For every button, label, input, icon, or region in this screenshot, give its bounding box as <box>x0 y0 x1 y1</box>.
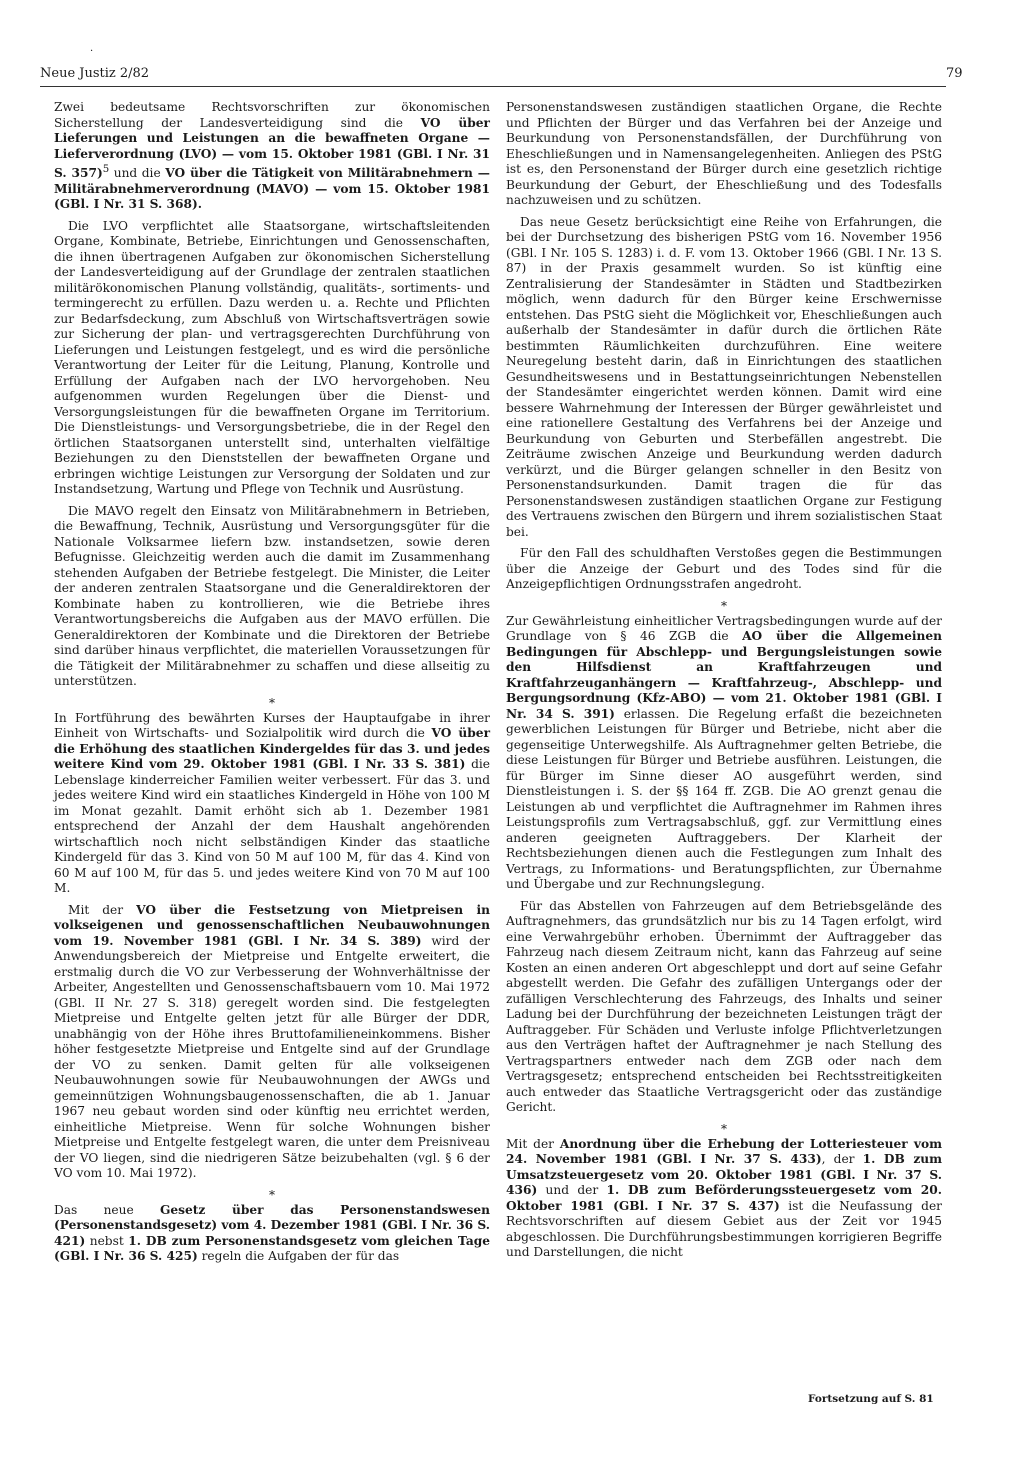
paragraph-kfz-abo <box>506 614 942 893</box>
paragraph-steuern <box>506 1137 942 1261</box>
text-span: und die <box>109 166 166 181</box>
regulation-citation: VO über die Festsetzung von Mietpreisen in volkseigenen und genossenschaftlichen Neubauwohnungen vom 19. November 1981 (GBl. I Nr. 34 S. 389) <box>54 902 490 948</box>
regulation-citation: Anordnung über die Erhebung der Lotteriesteuer vom 24. November 1981 (GBl. I Nr. 37 S. 433) <box>506 1136 942 1166</box>
print-mark: · <box>90 46 94 57</box>
header-rule <box>40 86 946 87</box>
paragraph-pstg-experience: Das neue Gesetz berücksichtigt eine Reihe von Erfahrungen, die bei der Durchsetzung des bisherigen PStG vom 16. November 1956 (GBl. I Nr. 105 S. 1283) i. d. F. vom 13. Oktober 1966 (GBl. I Nr. 13 S. 87) in der Praxis gesammelt wurden. So ist künftig eine Zentralisierung der Standesämter in Städten und Stadtbezirken möglich, wenn dadurch für den Bürger keine Erschwernisse entstehen. Das PStG sieht die Möglichkeit vor, Eheschließungen auch außerhalb der Standesämter in dafür durch die örtlichen Räte bestimmten Räumlichkeiten durchzuführen. Eine weitere Neuregelung besteht darin, daß in Einrichtungen des staatlichen Gesundheitswesens und in Bestattungseinrichtungen Nebenstellen der Standesämter eingerichtet werden können. Damit wird eine bessere Wahrnehmung der Interessen der Bürger gewährleistet und eine rationellere Gestaltung des Verfahrens bei der Anzeige und Beurkundung von Geburten und Sterbefällen angestrebt. Die Zeiträume zwischen Anzeige und Beurkundung werden dadurch verkürzt, und die Bürger gelangen schneller in den Besitz von Personenstandsurkunden. Damit tragen die für das Personenstandswesen zuständigen staatlichen Organe zur Festigung des Vertrauens zwischen den Bürgern und ihrem sozialistischen Staat bei. <box>506 214 942 539</box>
paragraph-verwahrgebuehr: Für das Abstellen von Fahrzeugen auf dem Betriebsgelände des Auftragnehmers, das grundsätzlich nur bis zu 14 Tagen erfolgt, wird eine Verwahrgebühr erhoben. Übernimmt der Auftraggeber das Fahrzeug nach diesem Zeitraum nicht, kann das Fahrzeug auf seine Kosten an einen anderen Ort abgeschleppt und dort auf seine Gefahr abgestellt werden. Die Gefahr des zufälligen Untergangs oder der zufälligen Verschlechterung des Fahrzeugs, des Inhalts und seiner Ladung bei der Durchführung der bezeichneten Leistungen trägt der Auftraggeber. Für Schäden und Verluste infolge Pflichtverletzungen aus den Verträgen haftet der Auftragnehmer je nach Stellung des Vertragspartners entweder nach dem ZGB oder nach dem Vertragsgesetz; entsprechend entscheiden bei Rechtsstreitigkeiten auch entweder das Staatliche Vertragsgericht oder das zuständige Gericht. <box>506 898 942 1114</box>
paragraph-mavo: Die MAVO regelt den Einsatz von Militärabnehmern in Betrieben, die Bewaffnung, Technik, Ausrüstung und Versorgungsgüter für die Nationale Volksarmee liefern bzw. instandsetzen, sowie deren Befugnisse. Gleichzeitig werden auch die damit im Zusammenhang stehenden Aufgaben der Betriebe festgelegt. Die Minister, die Leiter der anderen zentralen Staatsorgane und die Generaldirektoren der Kombinate haben zu kontrollieren, wie die Betriebe ihres Verantwortungsbereichs die Aufgaben aus der MAVO erfüllen. Die Generaldirektoren der Kombinate und die Direktoren der Betriebe sind darüber hinaus verpflichtet, die materiellen Voraussetzungen für die Tätigkeit der Militärabnehmer zu schaffen und diese allseitig zu unterstützen. <box>54 503 490 689</box>
text-span: nebst <box>85 1233 129 1248</box>
regulation-citation: VO über die Tätigkeit von Militärabnehmern — Militärabnehmerverordnung (MAVO) — vom 15. Oktober 1981 (GBl. I Nr. 31 S. 368). <box>54 166 490 212</box>
journal-title: Neue Justiz 2/82 <box>40 66 150 81</box>
regulation-citation: VO über Lieferungen und Leistungen an die bewaffneten Organe — Lieferverordnung (LVO) — vom 15. Oktober 1981 (GBl. I Nr. 31 S. 357) <box>54 115 490 181</box>
text-span: erlassen. Die Regelung erfaßt die bezeichneten gewerblichen Leistungen für Bürger und Betriebe, nicht aber die gegenseitige Unterwegshilfe. Als Auftragnehmer gelten Betriebe, die diese Leistungen für Bürger und Betriebe ausführen. Leistungen, die für Bürger im Sinne dieser AO ausgeführt werden, sind Dienstleistungen i. S. der §§ 164 ff. ZGB. Die AO grenzt genau die Leistungen ab und verpflichtet die Auftragnehmer im Rahmen ihres Leistungsprofils zum Vertragsabschluß, ggf. zur Vermittlung eines anderen geeigneten Auftraggebers. Der Klarheit der Rechtsbeziehungen dienen auch die Festlegungen zum Inhalt des Vertrags, zu Informations- und Beratungspflichten, zur Übernahme und Übergabe und zur Rechnungslegung. <box>506 706 942 891</box>
text-span: Das neue <box>54 1202 161 1217</box>
page-number: 79 <box>946 66 963 81</box>
text-span: und der <box>537 1183 607 1197</box>
right-column <box>506 100 942 1267</box>
text-span: Zur Gewährleistung einheitlicher Vertragsbedingungen wurde auf der Grundlage von § 46 ZGB die <box>506 613 942 643</box>
paragraph-lvo: Die LVO verpflichtet alle Staatsorgane, wirtschaftsleitenden Organe, Kombinate, Betriebe, Einrichtungen und Genossenschaften, die ihnen übertragenen Aufgaben zur ökonomischen Sicherstellung der Landesverteidigung auf der Grundlage der zentralen staatlichen militärökonomischen Planung vollständig, qualitäts-, sortiments- und termingerecht zu erfüllen. Dazu werden u. a. Rechte und Pflichten zur Bedarfsdeckung, zum Abschluß von Wirtschaftsverträgen sowie zur Sicherung der plan- und vertragsgerechten Durchführung von Lieferungen und Leistungen festgelegt, und es wird die persönliche Verantwortung der Leiter für die Leitung, Planung, Kontrolle und Erfüllung der Aufgaben nach der LVO hervorgehoben. Neu aufgenommen wurden Regelungen über die Dienst- und Versorgungsleistungen für die bewaffneten Organe im Territorium. Die Dienstleistungs- und Versorgungsbetriebe, die in der Regel den örtlichen Staatsorganen unterstellt sind, unterhalten vielfältige Beziehungen zu den Dienststellen der bewaffneten Organe und erbringen wichtige Leistungen zur Versorgung der Soldaten und zur Instandsetzung, Wartung und Pflege von Technik und Ausrüstung. <box>54 218 490 497</box>
text-span: wird der Anwendungsbereich der Mietpreise und Entgelte erweitert, die erstmalig durch die VO zur Verbesserung der Wohnverhältnisse der Arbeiter, Angestellten und Genossenschaftsbauern vom 10. Mai 1972 (GBl. II Nr. 27 S. 318) geregelt worden sind. Die festgelegten Mietpreise und Entgelte gelten jetzt für alle Bürger der DDR, unabhängig von der Höhe ihres Bruttofamilieneinkommens. Bisher höher festgesetzte Mietpreise und Entgelte sind auf der Grundlage der VO zu senken. Damit gelten für alle volkseigenen Neubauwohnungen sowie für Neubauwohnungen der AWGs und gemeinnützigen Wohnungsbaugenossenschaften, die ab 1. Januar 1967 neu gebaut worden sind oder künftig neu errichtet werden, einheitliche Mietpreise. Wenn für solche Wohnungen bisher Mietpreise und Entgelte festgelegt waren, die unter dem Preisniveau der VO liegen, sind die niedrigeren Sätze beizubehalten (vgl. § 6 der VO vom 10. Mai 1972). <box>54 933 490 1181</box>
regulation-citation: Gesetz über das Personenstandswesen (Personenstandsgesetz) vom 4. Dezember 1981 (GBl. I Nr. 36 S. 421) <box>54 1202 490 1248</box>
section-separator: * <box>269 1187 275 1202</box>
text-span: , der <box>821 1152 863 1166</box>
paragraph-lvo-mavo-intro <box>54 100 490 213</box>
section-separator: * <box>721 1121 727 1136</box>
text-span: regeln die Aufgaben der für das <box>197 1249 400 1264</box>
regulation-citation: 1. DB zum Personenstandsgesetz vom gleichen Tage (GBl. I Nr. 36 S. 425) <box>54 1233 490 1264</box>
regulation-citation: VO über die Erhöhung des staatlichen Kindergeldes für das 3. und jedes weitere Kind vom 29. Oktober 1981 (GBl. I Nr. 33 S. 381) <box>54 726 490 772</box>
text-span: In Fortführung des bewährten Kurses der Hauptaufgabe in ihrer Einheit von Wirtschafts- und Sozialpolitik wird durch die <box>54 710 490 741</box>
paragraph-ordnungsstrafen: Für den Fall des schuldhaften Verstoßes gegen die Bestimmungen über die Anzeige der Geburt und des Todes sind für die Anzeigepflichtigen Ordnungsstrafen angedroht. <box>506 546 942 591</box>
text-span: ist die Neufassung der Rechtsvorschriften auf diesem Gebiet aus der Zeit vor 1945 abgeschlossen. Die Durchführungsbestimmungen korrigieren Begriffe und Darstellungen, die nicht <box>506 1198 942 1259</box>
regulation-citation: 1. DB zum Umsatzsteuergesetz vom 20. Oktober 1981 (GBl. I Nr. 37 S. 436) <box>506 1152 942 1197</box>
regulation-citation: AO über die Allgemeinen Bedingungen für Abschlepp- und Bergungsleistungen sowie den Hilfsdienst an Kraftfahrzeugen und Kraftfahrzeuganhängern — Kraftfahrzeug-, Abschlepp- und Bergungsordnung (Kfz-ABO) — vom 21. Oktober 1981 (GBl. I Nr. 34 S. 391) <box>506 629 943 721</box>
text-span: Zwei bedeutsame Rechtsvorschriften zur ökonomischen Sicherstellung der Landesverteidigung sind die <box>54 100 490 130</box>
paragraph-mietpreise <box>54 903 490 1182</box>
paragraph-personenstand-intro <box>54 1203 490 1265</box>
paragraph-kindergeld <box>54 711 490 897</box>
section-separator: * <box>721 598 727 613</box>
paragraph-personenstand-cont: Personenstandswesen zuständigen staatlichen Organe, die Rechte und Pflichten der Bürger und das Verfahren bei der Anzeige und Beurkundung von Personenstandsfällen, der Durchführung von Eheschließungen und in Namensangelegenheiten. Anliegen des PStG ist es, den Personenstand der Bürger durch eine gesetzlich richtige Beurkundung der Geburt, der Eheschließung und des Todesfalls nachzuweisen und zu schützen. <box>506 100 942 207</box>
text-span: Mit der <box>506 1136 560 1151</box>
continuation-note: Fortsetzung auf S. 81 <box>808 1393 934 1405</box>
footnote-marker: 5 <box>102 164 110 175</box>
regulation-citation: 1. DB zum Beförderungssteuergesetz vom 20. Oktober 1981 (GBl. I Nr. 37 S. 437) <box>506 1183 942 1213</box>
section-separator: * <box>269 695 275 710</box>
left-column <box>54 100 490 1271</box>
text-span: Mit der <box>68 902 137 917</box>
text-span: die Lebenslage kinderreicher Familien weiter verbessert. Für das 3. und jedes weitere Kind wird ein staatliches Kindergeld in Höhe von 100 M im Monat gezahlt. Damit erhöht sich ab 1. Dezember 1981 entsprechend der Anzahl der dem Haushalt angehörenden wirtschaftlich noch nicht selbständigen Kinder das staatliche Kindergeld für das 3. Kind von 50 M auf 100 M, für das 4. Kind von 60 M auf 100 M, für das 5. und jedes weitere Kind von 70 M auf 100 M. <box>54 757 490 896</box>
